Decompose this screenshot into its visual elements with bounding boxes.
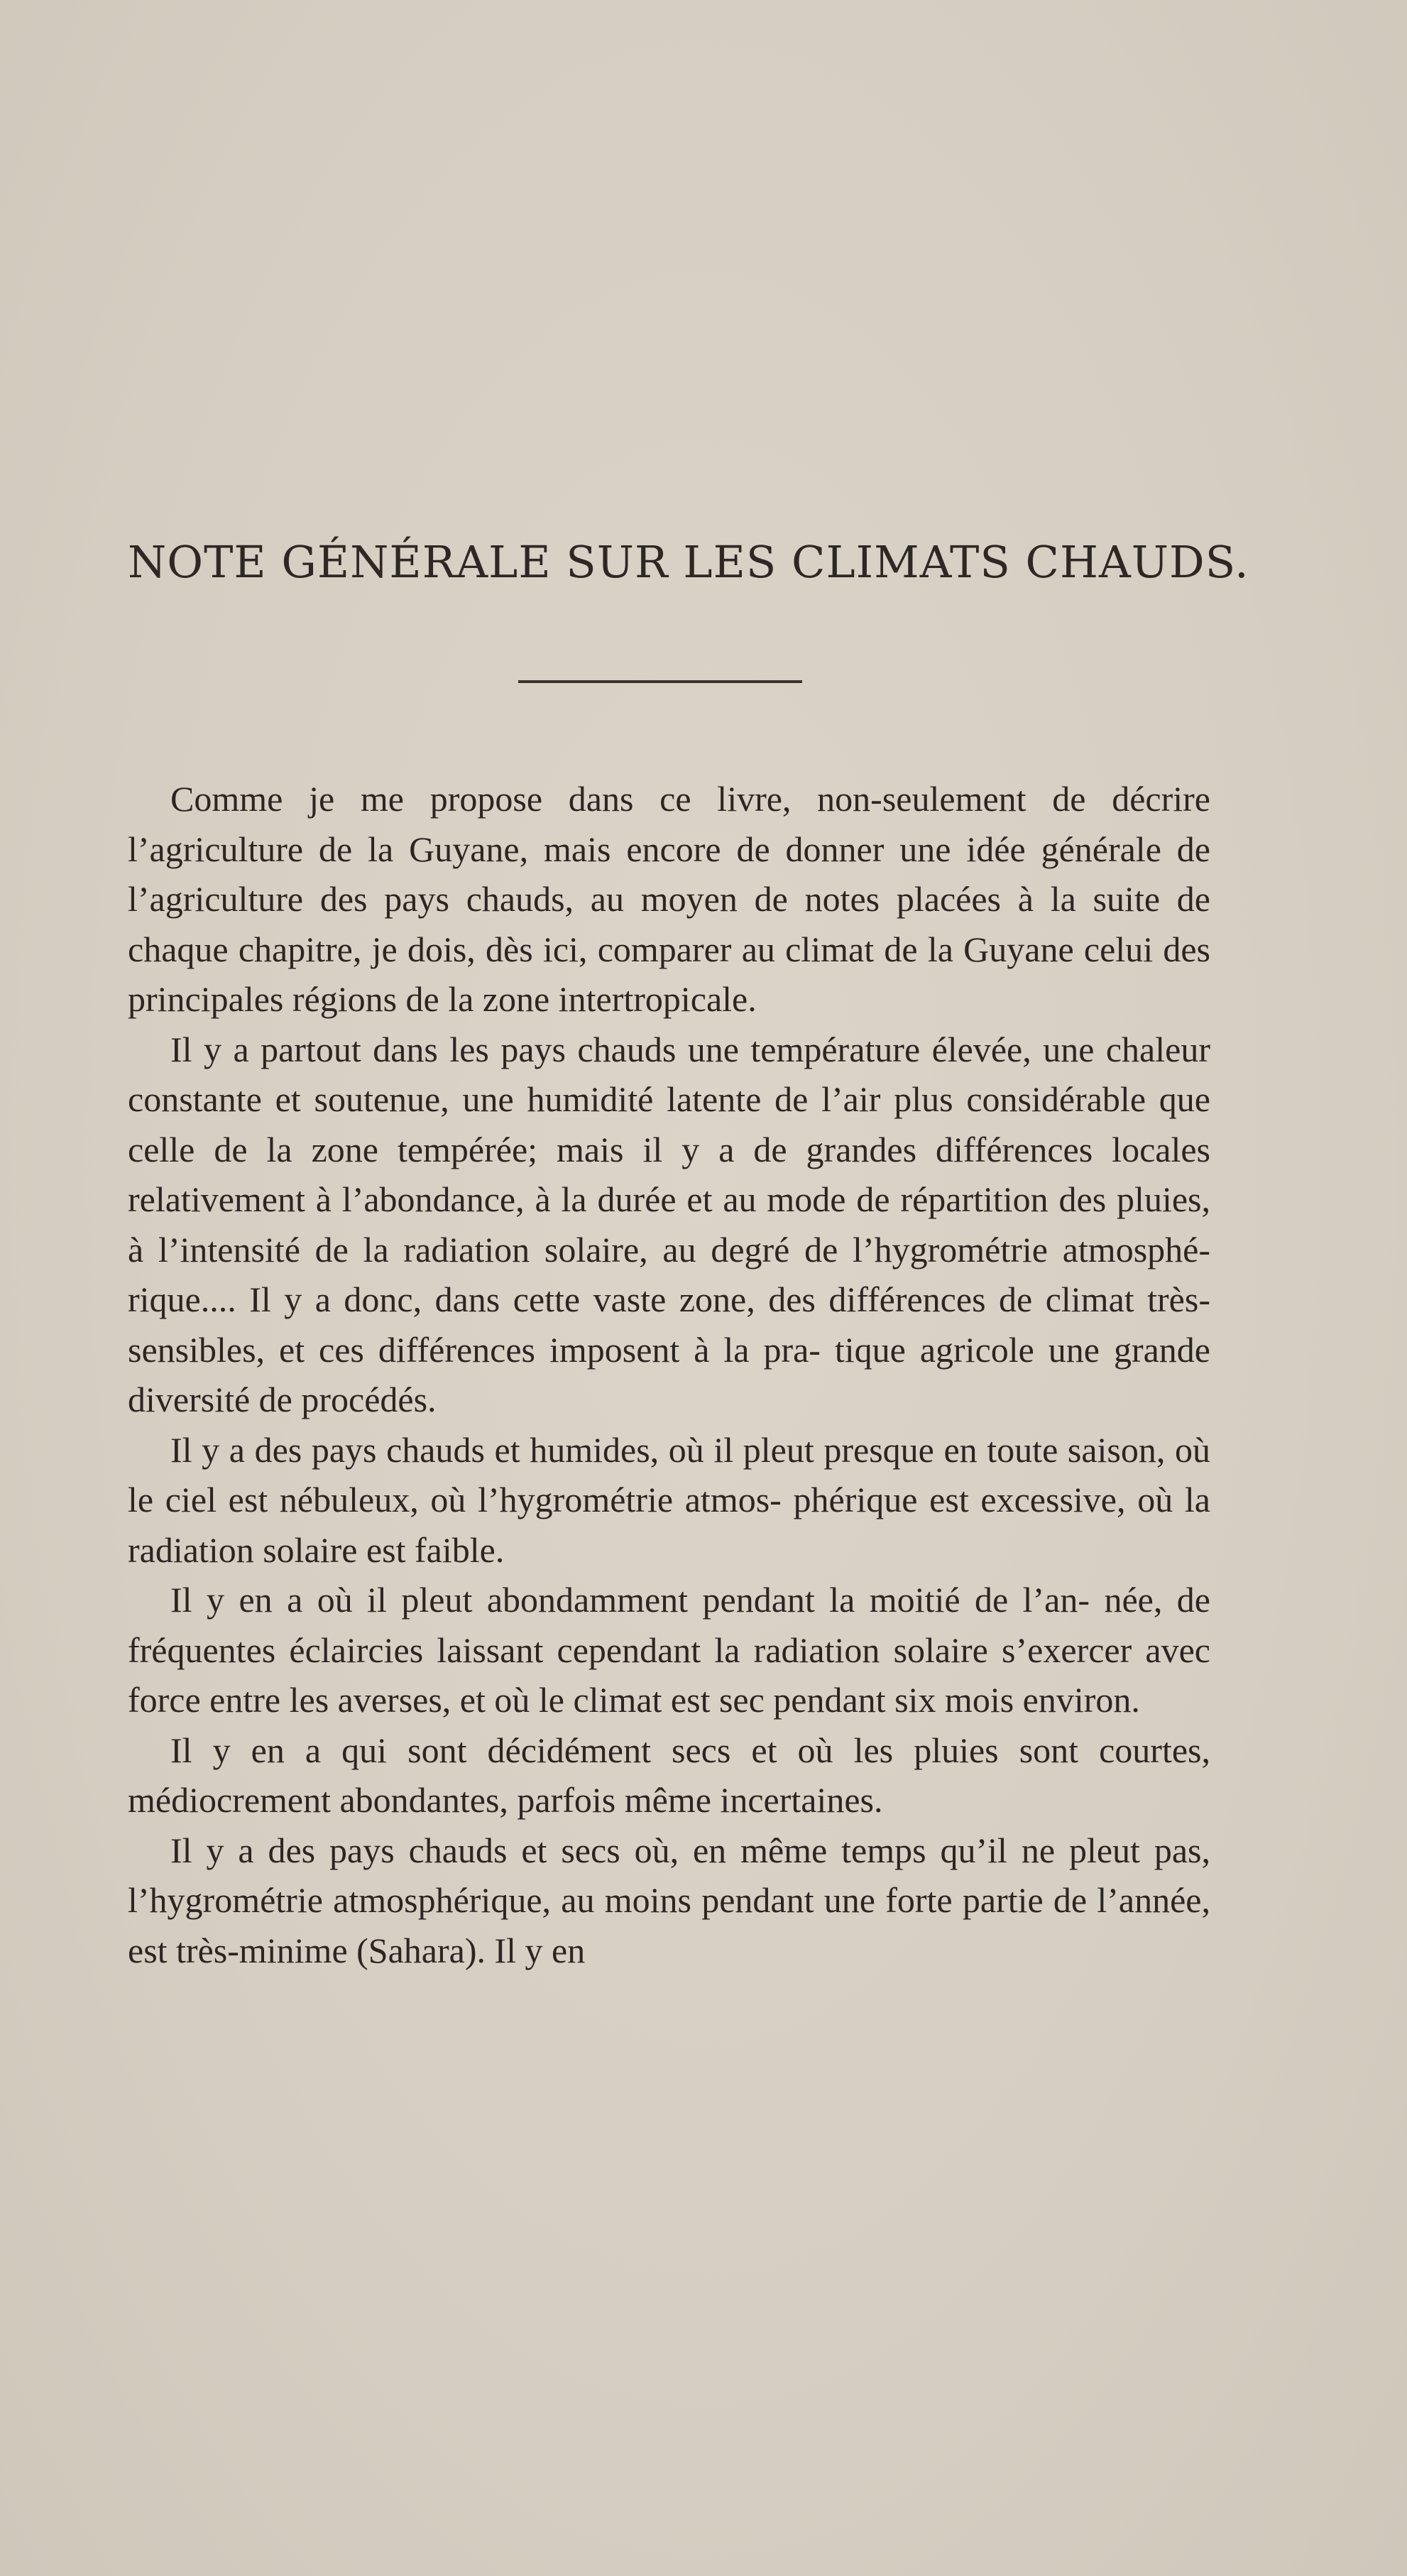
paragraph: Comme je me propose dans ce livre, non-seulement de décrire l’agriculture de la Guyane, mais encore de donner une idée générale de l’agriculture des pays chauds, au moyen de notes placées à la suite de chaque chapitre, je dois, dès ici, comparer au climat de la Guyane celui des principales régions de la zone intertropicale. bbox=[128, 779, 1210, 1019]
paragraph: Il y a des pays chauds et secs où, en même temps qu’il ne pleut pas, l’hygrométrie atmosphérique, au moins pendant une forte partie de l’année, est très-minime (Sahara). Il y en bbox=[128, 1830, 1210, 1970]
paragraph: Il y a des pays chauds et humides, où il pleut presque en toute saison, où le ciel est nébuleux, où l’hygrométrie atmos- phérique est excessive, où la radiation solaire est faible. bbox=[128, 1429, 1210, 1570]
paragraph: Il y en a où il pleut abondamment pendant la moitié de l’an- née, de fréquentes éclaircies laissant cependant la radiation solaire s’exercer avec force entre les averses, et où le climat est sec pendant six mois environ. bbox=[128, 1580, 1210, 1720]
paragraph: Il y en a qui sont décidément secs et où les pluies sont courtes, médiocrement abondantes, parfois même incertaines. bbox=[128, 1730, 1210, 1820]
paragraph: Il y a partout dans les pays chauds une température élevée, une chaleur constante et soutenue, une humidité latente de l’air plus considérable que celle de la zone tempérée; mais il y a de grandes différences locales relativement à l’abondance, à la durée et au mode de répartition des pluies, à l’intensité de la radiation solaire, au degré de l’hygrométrie atmosphé- rique.... Il y a donc, dans cette vaste zone, des différences de climat très-sensibles, et ces différences imposent à la pra- tique agricole une grande diversité de procédés. bbox=[128, 1029, 1210, 1419]
title-divider bbox=[518, 680, 802, 683]
chapter-title: NOTE GÉNÉRALE SUR LES CLIMATS CHAUDS. bbox=[128, 536, 1249, 588]
body-text bbox=[128, 774, 1210, 1975]
